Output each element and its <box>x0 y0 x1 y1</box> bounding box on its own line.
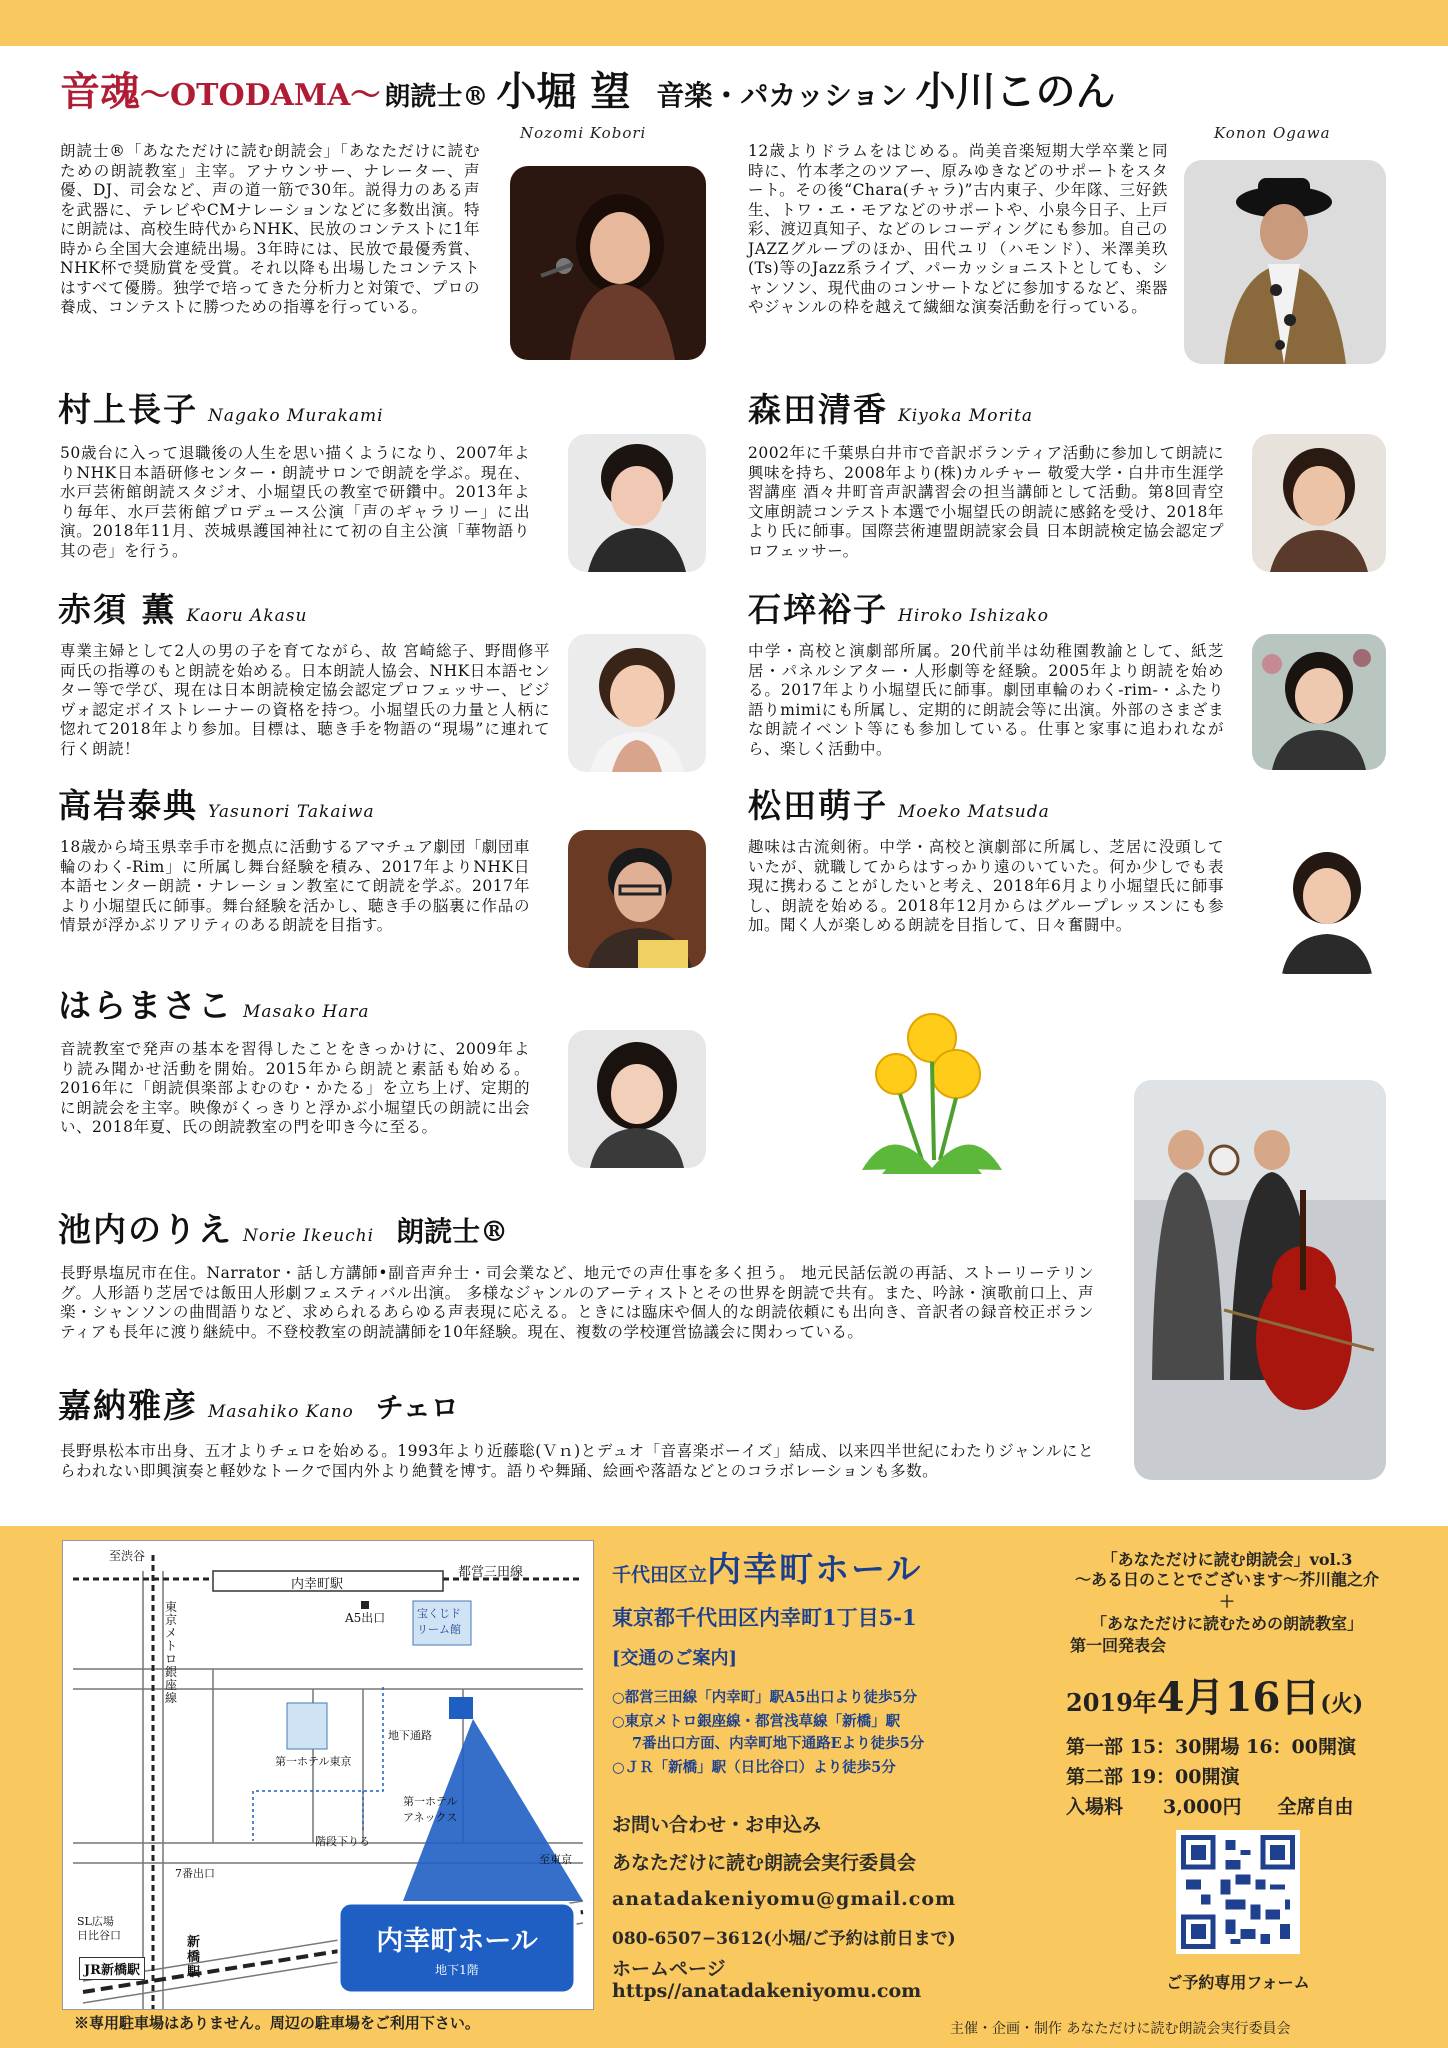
event-fee <box>1066 1792 1354 1819</box>
name-romaji: Kiyoka Morita <box>898 406 1033 426</box>
bio-ikeuchi: 長野県塩尻市在住。Narrator・話し方講師•副音声弁士・司会業など、地元での声仕事を多く担う。 地元民話伝説の再話、ストーリーテリング。人形語り芝居では飯田人形劇フェスティバル出演。 多様なジャンルのアーティストとその世界を朗読で共有。また、吟詠・演歌前口上、声楽・シャンソンの曲間語りなど、求められるあらゆる声表現に応える。ときには臨床や個人的な朗読依頼にも出向き、音訳者の録音校正ボランティアも長年に渡り継続中。不登校教室の朗読講師を10年経験。現在、複数の学校運営協議会に関わっている。 <box>60 1264 1094 1341</box>
event-day: 16日 <box>1224 1674 1321 1721</box>
event-part1: 第一部 15：30開場 16：00開演 <box>1066 1736 1356 1758</box>
photo-akasu <box>568 634 706 772</box>
header-kanji: 音魂 <box>60 68 140 115</box>
map-sl-hiroba: SL広場 <box>77 1915 114 1928</box>
name-takaiwa <box>58 780 375 827</box>
map-a5-exit: A5出口 <box>345 1611 386 1625</box>
bio-takaiwa: 18歳から埼玉県幸手市を拠点に活動するアマチュア劇団「劇団車輪のわく-Rim」に所属し舞台経験を積み、2017年よりNHK日本語センター朗読・ナレーション教室にて朗読を学ぶ。2017年より小堀望氏に師事。舞台経験を活かし、聴き手の脳裏に作品の情景が浮かぶリアリティのある朗読を目指す。 <box>60 838 530 934</box>
name-jp: 赤須 薫 <box>58 590 177 629</box>
name-akasu <box>58 584 307 631</box>
event-month: 4月 <box>1156 1674 1225 1721</box>
qr-code-icon[interactable] <box>1176 1830 1300 1954</box>
name-romaji: Yasunori Takaiwa <box>208 802 375 822</box>
map-jr-shinbashi: JR新橋駅 <box>79 1957 145 1980</box>
access-line-3: 7番出口方面、内幸町地下通路Eより徒歩5分 <box>632 1735 925 1752</box>
map-shinbashi-station: 新橋駅 <box>187 1935 201 1980</box>
access-map <box>62 1540 594 2010</box>
seating: 全席自由 <box>1277 1796 1354 1818</box>
contact-header: お問い合わせ・お申込み <box>612 1814 822 1836</box>
name-ikeuchi <box>58 1204 508 1251</box>
name-jp: 嘉納雅彦 <box>58 1386 198 1425</box>
dandelion-illustration <box>852 1010 1012 1180</box>
venue-prefix: 千代田区立 <box>612 1564 708 1586</box>
event-title-2: ～ある日のことでございます～芥川龍之介 <box>1074 1570 1379 1589</box>
bio-akasu: 専業主婦として2人の男の子を育てながら、故 宮崎総子、野間修平両氏の指導のもと朗読を始める。日本朗読人協会、NHK日本語センター等で学び、現在は日本朗読検定協会認定プロフェッサー、ビジヴォ認定ボイストレーナーの資格を持つ。小堀望氏の力量と人柄に惚れて2018年より参加。目標は、聴き手を物語の“現場”に連れて行く朗読！ <box>60 642 550 758</box>
map-underground-passage: 地下通路 <box>388 1729 432 1742</box>
access-line-1: ○都営三田線「内幸町」駅A5出口より徒歩5分 <box>612 1689 918 1706</box>
map-daiichi-hotel-annex: 第一ホテルアネックス <box>403 1795 458 1824</box>
name-ishizako <box>748 584 1049 631</box>
name-jp: 石埣裕子 <box>748 590 888 629</box>
header-main-name: 小堀 望 <box>496 68 631 115</box>
bio-morita: 2002年に千葉県白井市で音訳ボランティア活動に参加して朗読に興味を持ち、2008年より(株)カルチャー 敬愛大学・白井市生涯学習講座 酒々井町音声訳講習会の担当講師として活動。第8回青空文庫朗読コンテスト本選で小堀望氏の朗読に感銘を受け、2018年より氏に師事。国際芸術連盟朗読家会員 日本朗読検定協会認定プロフェッサー。 <box>748 444 1224 560</box>
event-weekday: (火) <box>1320 1691 1364 1717</box>
name-kano <box>58 1380 459 1427</box>
map-hall-floor: 地下1階 <box>435 1963 479 1977</box>
map-toei-mita: 都営三田線 <box>458 1565 524 1580</box>
signature-kobori: Nozomi Kobori <box>520 124 647 142</box>
photo-ogawa <box>1184 160 1386 364</box>
name-jp: 松田萌子 <box>748 786 888 825</box>
event-plus: ＋ <box>1218 1592 1235 1611</box>
contact-org: あなただけに読む朗読会実行委員会 <box>612 1852 917 1874</box>
photo-morita <box>1252 434 1386 572</box>
map-hibiya-exit: 日比谷口 <box>77 1929 121 1942</box>
photo-murakami <box>568 434 706 572</box>
name-romaji: Kaoru Akasu <box>186 606 308 626</box>
name-jp: 池内のりえ <box>58 1210 233 1249</box>
name-romaji: Moeko Matsuda <box>898 802 1050 822</box>
photo-matsuda <box>1268 836 1386 974</box>
homepage-url[interactable]: https//anatadakeniyomu.com <box>612 1980 922 2002</box>
bio-ogawa: 12歳よりドラムをはじめる。尚美音楽短期大学卒業と同時に、竹本孝之のツアー、原みゆきなどのサポートをスタート。その後“Chara(チャラ)”古内東子、少年隊、三好鉄生、トワ・エ・モアなどのサポートや、小泉今日子、上戸彩、渡辺真知子、などのレコーディングにも参加。自己のJAZZグループのほか、田代ユリ（ハモンド）、米澤美玖(Ts)等のJazz系ライブ、パーカッショニストとしても、シャンソン、現代曲のコンサートなどに参加するなど、楽器やジャンルの枠を越えて繊細な演奏活動を行っている。 <box>748 142 1168 316</box>
fee-amount: 3,000円 <box>1163 1796 1242 1818</box>
name-hara <box>58 980 370 1027</box>
event-year: 2019年 <box>1066 1688 1157 1717</box>
map-uchisaiwaicho-station: 内幸町駅 <box>291 1577 344 1592</box>
header-otodama: ～OTODAMA～ <box>140 78 381 113</box>
bio-murakami: 50歳台に入って退職後の人生を思い描くようになり、2007年よりNHK日本語研修センター・朗読サロンで朗読を学ぶ。現在、水戸芸術館朗読スタジオ、小堀望氏の教室で研鑽中。2013年より毎年、水戸芸術館プロデュース公演「声のギャラリー」に出演。2018年11月、茨城県護国神社にて初の自主公演「華物語り其の壱」を行う。 <box>60 444 530 560</box>
homepage-label: ホームページ <box>612 1958 726 1980</box>
map-to-shibuya: 至渋谷 <box>109 1549 146 1563</box>
access-header: [交通のご案内] <box>612 1648 738 1669</box>
venue-title <box>612 1542 922 1591</box>
contact-phone: 080-6507−3612(小堀/ご予約は前日まで) <box>612 1929 956 1949</box>
header-music-name: 小川このん <box>915 68 1116 115</box>
header-music-label: 音楽・パカッション <box>656 79 908 112</box>
event-title-1: 「あなただけに読む朗読会」vol.3 <box>1101 1550 1353 1569</box>
photo-hara <box>568 1030 706 1168</box>
venue-address: 東京都千代田区内幸町1丁目5-1 <box>612 1605 917 1630</box>
name-role: チェロ <box>375 1391 459 1424</box>
name-murakami <box>58 384 384 431</box>
name-jp: 高岩泰典 <box>58 786 198 825</box>
header-rodokushi: 朗読士® <box>384 82 489 112</box>
fee-label: 入場料 <box>1066 1796 1124 1818</box>
organizer-credit: 主催・企画・制作 あなただけに読む朗読会実行委員会 <box>950 2021 1291 2037</box>
venue-name: 内幸町ホール <box>707 1550 923 1590</box>
access-line-4: ○ＪＲ「新橋」駅（日比谷口）より徒歩5分 <box>612 1759 896 1776</box>
parking-note: ※専用駐車場はありません。周辺の駐車場をご利用下さい。 <box>74 2014 480 2032</box>
photo-cello-duo <box>1134 1080 1386 1480</box>
bio-matsuda: 趣味は古流剣術。中学・高校と演劇部に所属し、芝居に没頭していたが、就職してからはすっかり遠のいていた。何か少しでも表現に携わることがしたいと考え、2018年6月より小堀望氏に師事し、朗読を始める。2018年12月からはグループレッスンにも参加。聞く人が楽しめる朗読を目指して、日々奮闘中。 <box>748 838 1224 934</box>
bio-kano: 長野県松本市出身、五才よりチェロを始める。1993年より近藤聡(Ｖｎ)とデュオ「音喜楽ボーイズ」結成、以来四半世紀にわたりジャンルにとらわれない即興演奏と軽妙なトークで国内外より絶賛を博す。語りや舞踊、絵画や落語などとのコラボレーションも多数。 <box>60 1442 1094 1480</box>
event-title-4: 第一回発表会 <box>1070 1636 1167 1655</box>
map-to-tokyo: 至東京 <box>539 1853 572 1866</box>
name-romaji: Masako Hara <box>243 1002 370 1022</box>
bio-kobori: 朗読士®「あなただけに読む朗読会」「あなただけに読むための朗読教室」主宰。アナウンサー、ナレーター、声優、DJ、司会など、声の道一筋で30年。説得力のある声を武器に、テレビやCMナレーションなどに多数出演。特に朗読は、高校生時代からNHK、民放のコンテストに1年時から全国大会連続出場。3年時には、民放で最優秀賞、NHK杯で奨励賞を受賞。それ以降も出場したコンテストはすべて優勝。独学で培ってきた分析力と対策で、プロの養成、コンテストに勝つための指導を行っている。 <box>60 142 480 316</box>
qr-caption: ご予約専用フォーム <box>1166 1973 1310 1992</box>
event-title-3: 「あなただけに読むための朗読教室」 <box>1090 1614 1363 1633</box>
photo-ishizako <box>1252 634 1386 770</box>
top-band <box>0 0 1448 46</box>
map-takarakuji: 宝くじドリーム館 <box>417 1607 461 1636</box>
access-line-2: ○東京メトロ銀座線・都営浅草線「新橋」駅 <box>612 1713 901 1730</box>
map-stairs-down: 階段下りる <box>315 1835 370 1848</box>
map-exit7: 7番出口 <box>175 1867 215 1880</box>
name-matsuda <box>748 780 1050 827</box>
photo-takaiwa <box>568 830 706 968</box>
name-romaji: Masahiko Kano <box>208 1402 354 1422</box>
photo-kobori <box>510 166 706 360</box>
bio-hara: 音読教室で発声の基本を習得したことをきっかけに、2009年より読み聞かせ活動を開始。2015年から朗読と素話も始める。2016年に「朗読倶楽部よむのむ・かたる」を立ち上げ、定期的に朗読会を主宰。映像がくっきりと浮かぶ小堀望氏の朗読に出会い、2018年夏、氏の朗読教室の門を叩き今に至る。 <box>60 1040 530 1136</box>
name-jp: 村上長子 <box>58 390 198 429</box>
bio-ishizako: 中学・高校と演劇部所属。20代前半は幼稚園教諭として、紙芝居・パネルシアター・人形劇等を経験。2005年より朗読を始める。2017年より小堀望氏に師事。劇団車輪のわく-rim-・ふたり語りmimiにも所属し、定期的に朗読会等に出演。外部のさまざまな朗読イベント等にも参加している。仕事と家事に追われながら、楽しく活動中。 <box>748 642 1224 758</box>
map-hall-label: 内幸町ホール <box>376 1926 538 1957</box>
name-jp: はらまさこ <box>58 986 233 1025</box>
contact-email[interactable]: anatadakeniyomu@gmail.com <box>612 1888 957 1910</box>
name-romaji: Nagako Murakami <box>208 406 384 426</box>
name-morita <box>748 384 1033 431</box>
map-tokyo-metro: 東京メトロ銀座線 <box>165 1600 178 1705</box>
map-daiichi-hotel-tokyo: 第一ホテル東京 <box>275 1755 352 1768</box>
name-role: 朗読士® <box>396 1215 509 1248</box>
event-date <box>1066 1666 1363 1723</box>
event-part2: 第二部 19：00開演 <box>1066 1766 1240 1788</box>
flyer-header <box>60 60 1400 115</box>
name-romaji: Hiroko Ishizako <box>898 606 1050 626</box>
name-romaji: Norie Ikeuchi <box>243 1226 375 1246</box>
signature-ogawa: Konon Ogawa <box>1214 124 1331 142</box>
name-jp: 森田清香 <box>748 390 888 429</box>
